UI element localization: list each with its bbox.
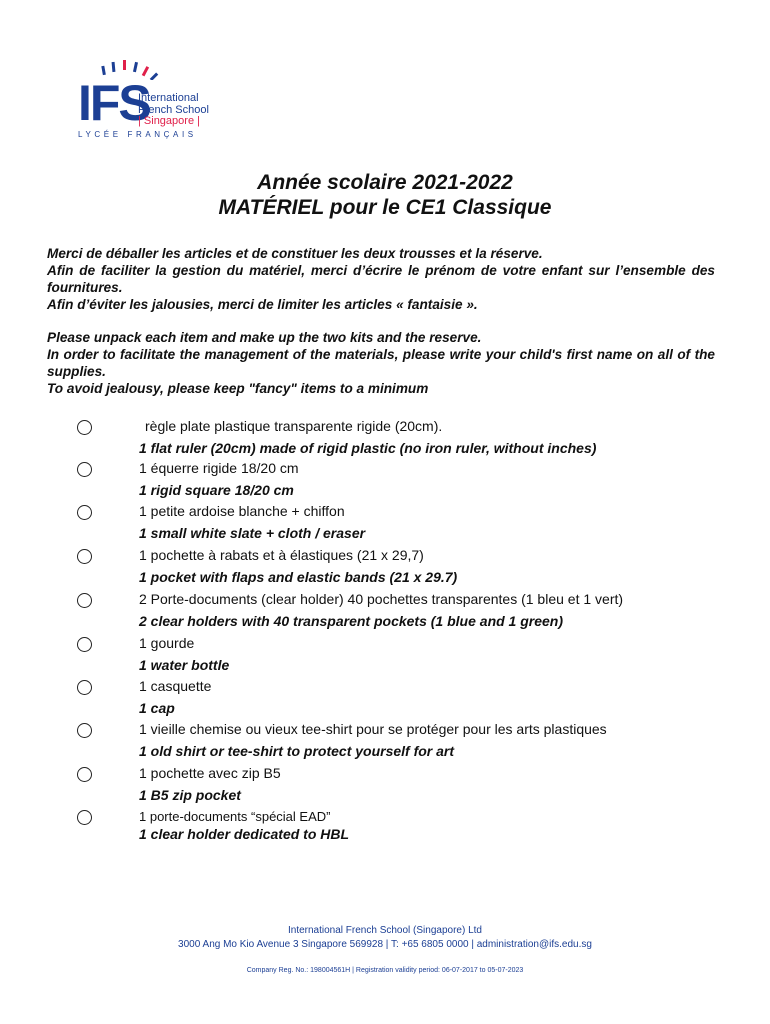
item-en: 1 small white slate + cloth / eraser: [139, 525, 366, 541]
item-en: 1 B5 zip pocket: [139, 787, 241, 803]
item-fr: 1 pochette à rabats et à élastiques (21 x 29,7): [139, 547, 424, 563]
item-checkbox[interactable]: [77, 637, 92, 652]
list-item: [0, 680, 770, 724]
intro-fr-3: Afin d’éviter les jalousies, merci de limiter les articles « fantaisie ».: [47, 297, 478, 312]
item-checkbox[interactable]: [77, 723, 92, 738]
item-fr: 1 équerre rigide 18/20 cm: [139, 460, 299, 476]
item-fr: règle plate plastique transparente rigide (20cm).: [145, 418, 443, 434]
list-item: [0, 420, 770, 464]
item-checkbox[interactable]: [77, 810, 92, 825]
list-item: [0, 767, 770, 811]
list-item: [0, 593, 770, 637]
item-en: 1 water bottle: [139, 657, 230, 673]
intro-fr-2: Afin de faciliter la gestion du matériel, merci d’écrire le prénom de votre enfant sur l’ensemble des fournitures.: [47, 263, 715, 295]
ifs-logo: [78, 56, 238, 146]
footer-address: 3000 Ang Mo Kio Avenue 3 Singapore 569928 | T: +65 6805 0000 | administration@ifs.edu.sg: [178, 939, 592, 950]
item-en: 1 rigid square 18/20 cm: [139, 482, 294, 498]
item-checkbox[interactable]: [77, 420, 92, 435]
logo-name: International French School | Singapore |: [138, 92, 209, 127]
title-line-2: MATÉRIEL pour le CE1 Classique: [218, 196, 552, 219]
list-item: [0, 637, 770, 681]
footer: [0, 924, 770, 976]
item-checkbox[interactable]: [77, 549, 92, 564]
list-item: [0, 549, 770, 593]
item-fr: 1 petite ardoise blanche + chiffon: [139, 503, 345, 519]
item-checkbox[interactable]: [77, 593, 92, 608]
page-title: [0, 170, 770, 220]
list-item: [0, 810, 770, 854]
item-fr: 1 gourde: [139, 635, 195, 651]
item-fr: 1 pochette avec zip B5: [139, 765, 281, 781]
item-en: 1 old shirt or tee-shirt to protect yourself for art: [139, 743, 455, 759]
intro-block: [47, 245, 715, 397]
item-fr: 1 vieille chemise ou vieux tee-shirt pour se protéger pour les arts plastiques: [139, 721, 607, 737]
item-checkbox[interactable]: [77, 680, 92, 695]
item-checkbox[interactable]: [77, 767, 92, 782]
intro-en-1: Please unpack each item and make up the two kits and the reserve.: [47, 330, 482, 345]
item-en: 1 flat ruler (20cm) made of rigid plastic (no iron ruler, without inches): [139, 440, 597, 456]
list-item: [0, 462, 770, 506]
footer-registration: Company Reg. No.: 198004561H | Registration validity period: 06-07-2017 to 05-07-2023: [246, 967, 524, 974]
item-checkbox[interactable]: [77, 462, 92, 477]
item-fr: 1 casquette: [139, 678, 212, 694]
item-checkbox[interactable]: [77, 505, 92, 520]
logo-initials: IFS: [78, 75, 150, 131]
title-line-1: Année scolaire 2021-2022: [257, 171, 513, 194]
item-en: 2 clear holders with 40 transparent pockets (1 blue and 1 green): [139, 613, 564, 629]
footer-company: International French School (Singapore) Ltd: [287, 925, 482, 936]
item-en: 1 pocket with flaps and elastic bands (21 x 29.7): [139, 569, 458, 585]
intro-en-2: In order to facilitate the management of the materials, please write your child's first name on all of the supplies.: [47, 347, 715, 379]
intro-en-3: To avoid jealousy, please keep "fancy" items to a minimum: [47, 381, 429, 396]
item-fr: 1 porte-documents “spécial EAD”: [139, 809, 331, 824]
item-en: 1 clear holder dedicated to HBL: [139, 826, 350, 842]
intro-fr-1: Merci de déballer les articles et de constituer les deux trousses et la réserve.: [47, 246, 543, 261]
logo-tagline: LYCÉE FRANÇAIS: [78, 130, 197, 139]
list-item: [0, 505, 770, 549]
list-item: [0, 723, 770, 767]
item-en: 1 cap: [139, 700, 175, 716]
item-fr: 2 Porte-documents (clear holder) 40 pochettes transparentes (1 bleu et 1 vert): [139, 591, 624, 607]
